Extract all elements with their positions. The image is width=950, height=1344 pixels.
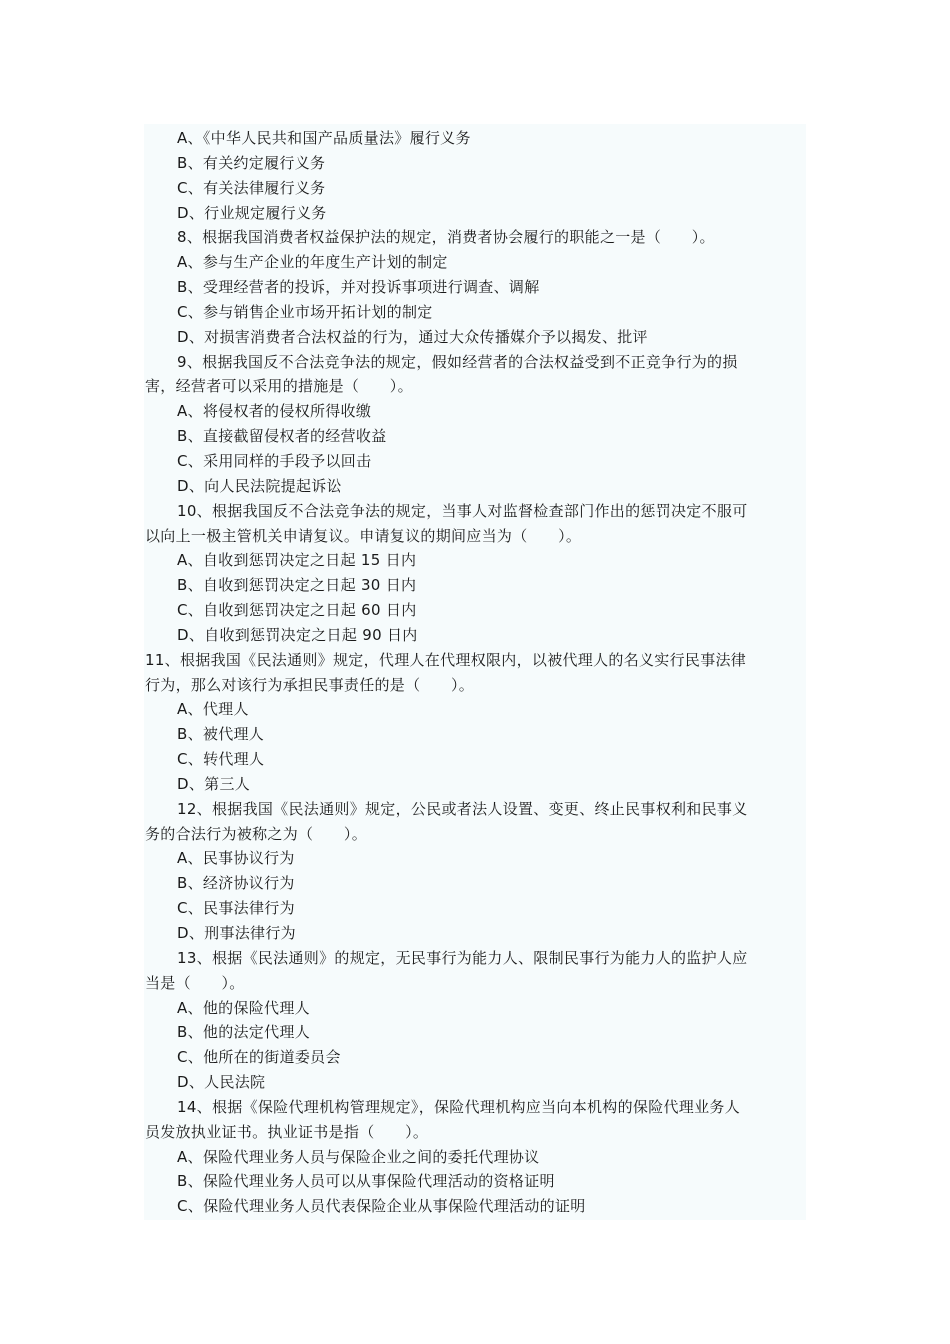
- text-line: B、被代理人: [177, 725, 265, 744]
- text-line: D、自收到惩罚决定之日起 90 日内: [177, 625, 418, 644]
- text-line: 行为，那么对该行为承担民事责任的是（ ）。: [145, 675, 475, 694]
- text-line: 当是（ ）。: [145, 973, 245, 992]
- text-line: C、他所在的街道委员会: [177, 1048, 341, 1067]
- text-line: D、对损害消费者合法权益的行为，通过大众传播媒介予以揭发、批评: [177, 327, 648, 346]
- text-line: C、保险代理业务人员代表保险企业从事保险代理活动的证明: [177, 1197, 586, 1216]
- text-line: 9、根据我国反不合法竞争法的规定，假如经营者的合法权益受到不正竞争行为的损: [177, 352, 738, 371]
- text-line: C、民事法律行为: [177, 899, 295, 918]
- text-line: A、自收到惩罚决定之日起 15 日内: [177, 551, 417, 570]
- text-line: A、代理人: [177, 700, 249, 719]
- text-line: 13、根据《民法通则》的规定，无民事行为能力人、限制民事行为能力人的监护人应: [177, 948, 748, 967]
- text-line: A、保险代理业务人员与保险企业之间的委托代理协议: [177, 1147, 540, 1166]
- text-line: C、采用同样的手段予以回击: [177, 451, 372, 470]
- text-line: D、行业规定履行义务: [177, 203, 327, 222]
- text-line: C、转代理人: [177, 750, 265, 769]
- text-line: C、自收到惩罚决定之日起 60 日内: [177, 601, 417, 620]
- text-line: 以向上一极主管机关申请复议。申请复议的期间应当为（ ）。: [145, 526, 582, 545]
- text-line: D、人民法院: [177, 1073, 266, 1092]
- text-line: 员发放执业证书。执业证书是指（ ）。: [145, 1122, 429, 1141]
- text-line: D、向人民法院提起诉讼: [177, 476, 342, 495]
- text-line: B、他的法定代理人: [177, 1023, 310, 1042]
- text-line: B、保险代理业务人员可以从事保险代理活动的资格证明: [177, 1172, 555, 1191]
- text-line: B、直接截留侵权者的经营收益: [177, 427, 387, 446]
- text-line: 12、根据我国《民法通则》规定，公民或者法人设置、变更、终止民事权利和民事义: [177, 799, 748, 818]
- text-line: 务的合法行为被称之为（ ）。: [145, 824, 368, 843]
- text-line: 8、根据我国消费者权益保护法的规定，消费者协会履行的职能之一是（ ）。: [177, 228, 715, 247]
- text-line: D、第三人: [177, 774, 251, 793]
- text-line: B、有关约定履行义务: [177, 153, 326, 172]
- text-line: A、将侵权者的侵权所得收缴: [177, 402, 372, 421]
- text-line: 14、根据《保险代理机构管理规定》，保险代理机构应当向本机构的保险代理业务人: [177, 1097, 740, 1116]
- text-line: C、有关法律履行义务: [177, 178, 326, 197]
- text-line: A、《中华人民共和国产品质量法》履行义务: [177, 129, 471, 147]
- text-line: B、受理经营者的投诉，并对投诉事项进行调查、调解: [177, 278, 540, 297]
- text-line: B、自收到惩罚决定之日起 30 日内: [177, 576, 417, 595]
- text-line: B、经济协议行为: [177, 874, 295, 893]
- text-line: A、参与生产企业的年度生产计划的制定: [177, 253, 448, 272]
- text-line: A、民事协议行为: [177, 849, 295, 868]
- text-line: D、刑事法律行为: [177, 924, 296, 942]
- text-line: 11、根据我国《民法通则》规定，代理人在代理权限内，以被代理人的名义实行民事法律: [145, 650, 747, 669]
- text-line: C、参与销售企业市场开拓计划的制定: [177, 302, 433, 321]
- document-text-block: [144, 124, 806, 1220]
- text-line: 害，经营者可以采用的措施是（ ）。: [145, 377, 413, 396]
- text-line: A、他的保险代理人: [177, 998, 310, 1017]
- text-line: 10、根据我国反不合法竞争法的规定，当事人对监督检查部门作出的惩罚决定不服可: [177, 501, 748, 520]
